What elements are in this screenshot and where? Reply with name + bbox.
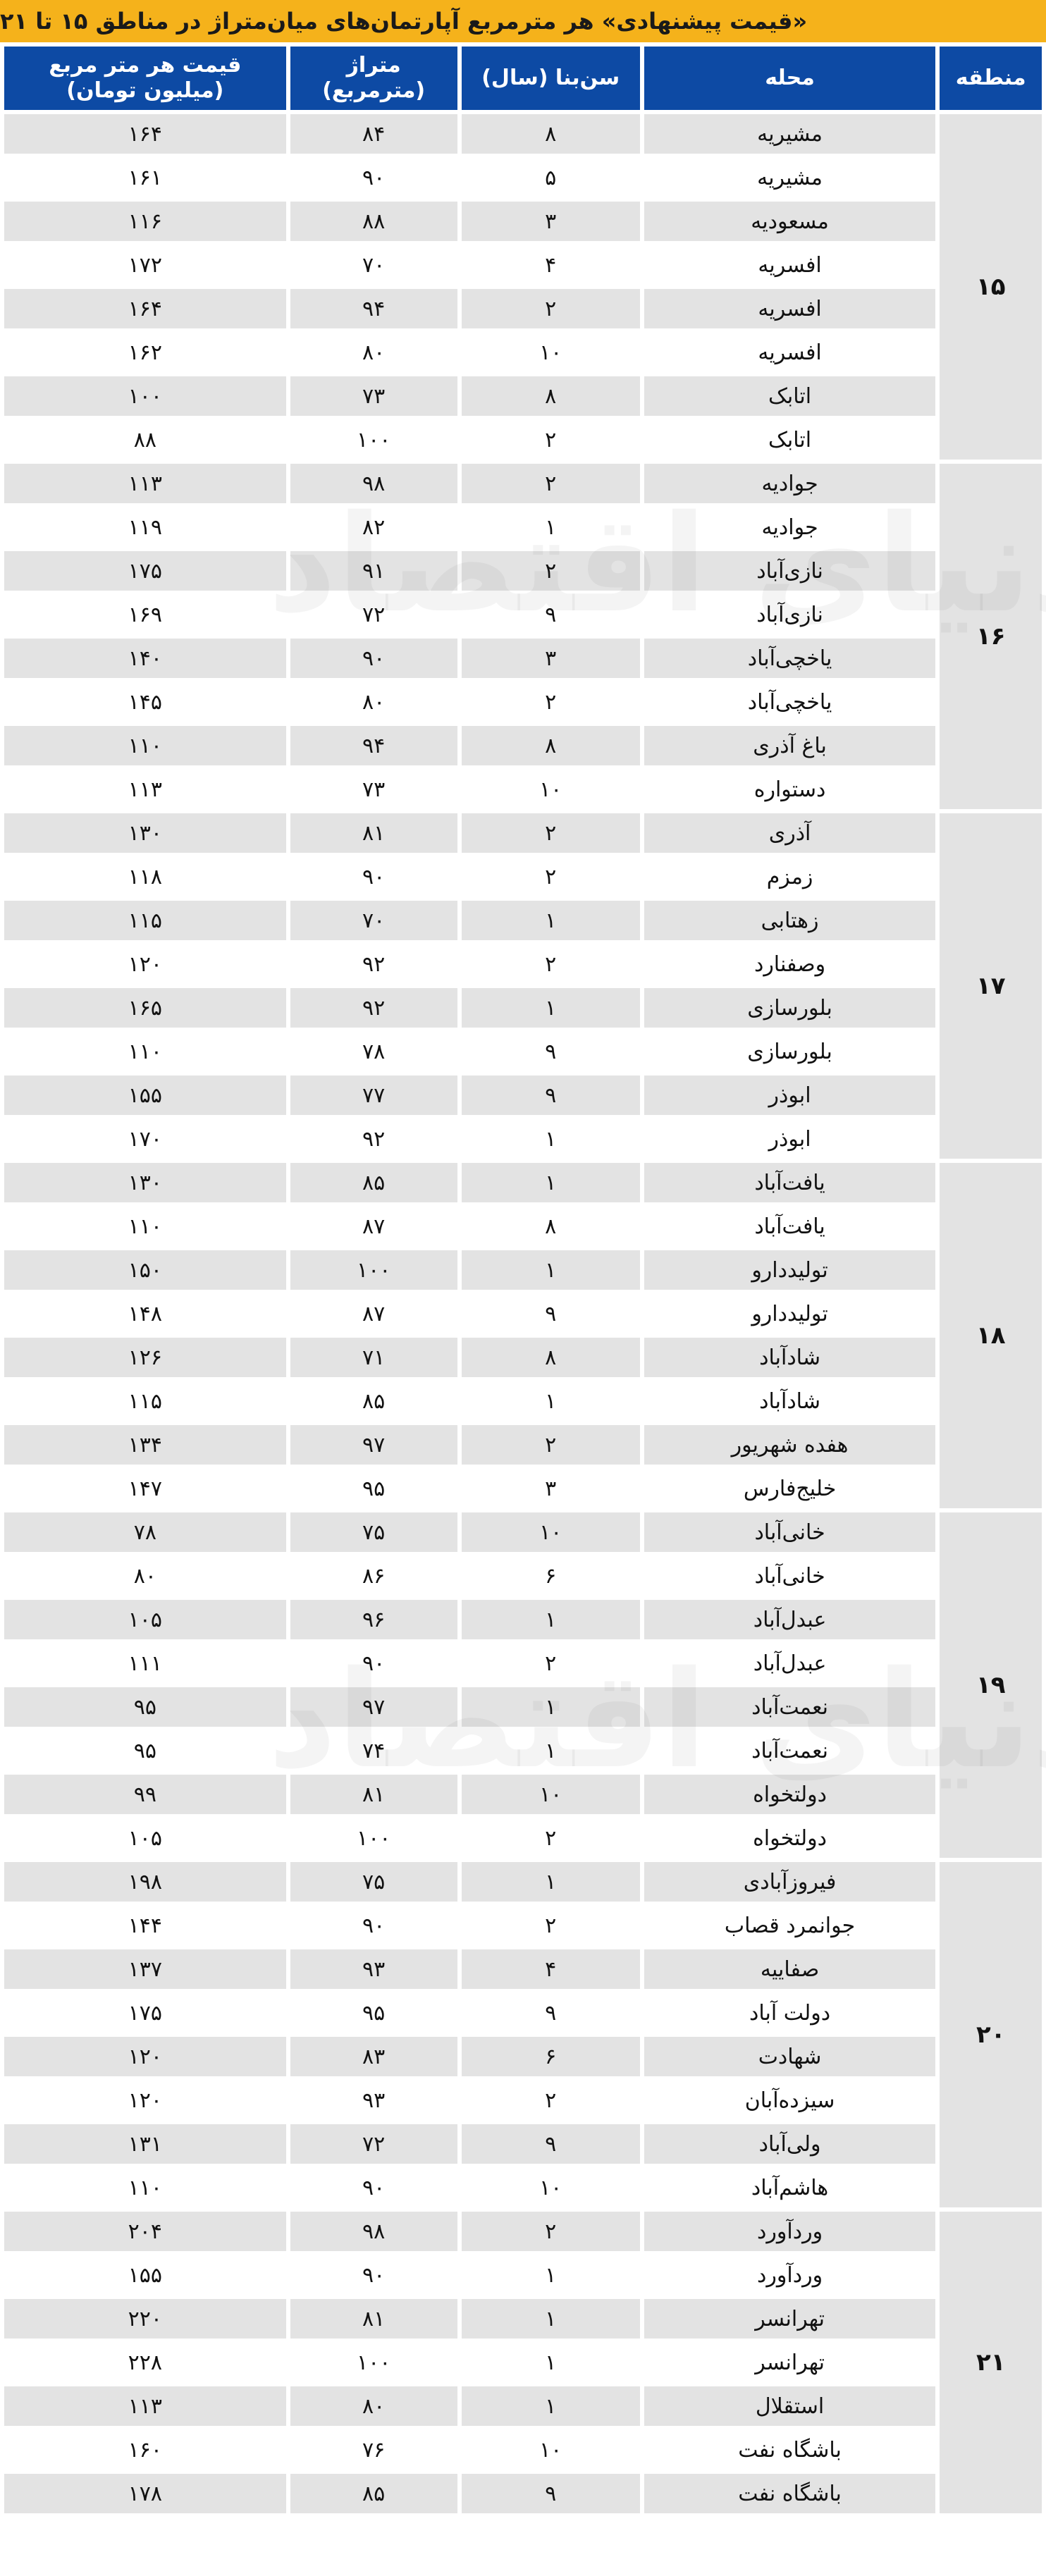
- neighborhood-cell: هاشم‌آباد: [644, 2168, 936, 2207]
- age-cell: ۱۰: [462, 2168, 640, 2207]
- age-cell: ۲: [462, 289, 640, 328]
- neighborhood-cell: سیزده‌آبان: [644, 2081, 936, 2120]
- neighborhood-cell: تولیددارو: [644, 1250, 936, 1290]
- price-cell: ۱۰۵: [4, 1600, 286, 1639]
- area-cell: ۸۱: [290, 813, 457, 853]
- price-table: [0, 42, 1046, 2518]
- age-cell: ۲: [462, 1906, 640, 1945]
- age-cell: ۳: [462, 202, 640, 241]
- age-cell: ۱۰: [462, 1512, 640, 1552]
- area-cell: ۷۶: [290, 2430, 457, 2470]
- neighborhood-cell: خانی‌آباد: [644, 1556, 936, 1596]
- age-cell: ۲: [462, 551, 640, 591]
- price-cell: ۱۵۵: [4, 2255, 286, 2295]
- area-cell: ۸۳: [290, 2037, 457, 2076]
- price-cell: ۱۶۵: [4, 988, 286, 1028]
- price-cell: ۱۶۹: [4, 595, 286, 634]
- area-cell: ۹۴: [290, 726, 457, 765]
- age-cell: ۲: [462, 420, 640, 460]
- age-cell: ۸: [462, 114, 640, 154]
- price-cell: ۱۲۰: [4, 2037, 286, 2076]
- age-cell: ۱: [462, 2343, 640, 2382]
- area-cell: ۷۵: [290, 1862, 457, 1902]
- table-row: [4, 202, 1042, 241]
- price-cell: ۱۱۵: [4, 1381, 286, 1421]
- age-cell: ۹: [462, 1294, 640, 1333]
- table-row: [4, 1644, 1042, 1683]
- neighborhood-cell: عبدل‌آباد: [644, 1644, 936, 1683]
- area-cell: ۸۰: [290, 682, 457, 722]
- price-cell: ۹۵: [4, 1687, 286, 1727]
- area-cell: ۷۳: [290, 770, 457, 809]
- table-row: [4, 2343, 1042, 2382]
- table-row: [4, 770, 1042, 809]
- price-cell: ۸۸: [4, 420, 286, 460]
- neighborhood-cell: وردآورد: [644, 2255, 936, 2295]
- table-row: [4, 1775, 1042, 1814]
- table-row: [4, 2299, 1042, 2338]
- age-cell: ۱: [462, 1119, 640, 1159]
- header-price: قیمت هر متر مربع (میلیون تومان): [4, 47, 286, 110]
- age-cell: ۱: [462, 1600, 640, 1639]
- neighborhood-cell: باشگاه نفت: [644, 2430, 936, 2470]
- table-row: [4, 333, 1042, 372]
- age-cell: ۱: [462, 507, 640, 547]
- table-row: [4, 551, 1042, 591]
- neighborhood-cell: نعمت‌آباد: [644, 1731, 936, 1770]
- neighborhood-cell: دولتخواه: [644, 1775, 936, 1814]
- age-cell: ۱: [462, 1163, 640, 1202]
- price-cell: ۱۳۷: [4, 1949, 286, 1989]
- age-cell: ۲: [462, 1644, 640, 1683]
- age-cell: ۶: [462, 2037, 640, 2076]
- area-cell: ۸۶: [290, 1556, 457, 1596]
- age-cell: ۵: [462, 158, 640, 197]
- area-cell: ۷۲: [290, 595, 457, 634]
- neighborhood-cell: زمزم: [644, 857, 936, 896]
- table-row: [4, 2255, 1042, 2295]
- area-cell: ۷۱: [290, 1338, 457, 1377]
- price-cell: ۱۷۲: [4, 245, 286, 285]
- age-cell: ۲: [462, 2212, 640, 2251]
- price-cell: ۱۷۵: [4, 551, 286, 591]
- district-cell: ۱۵: [940, 114, 1042, 460]
- table-row: [4, 1600, 1042, 1639]
- header-neighborhood: محله: [644, 47, 936, 110]
- table-title: «قیمت پیشنهادی» هر مترمربع آپارتمان‌های میان‌متراژ در مناطق ۱۵ تا ۲۱: [0, 8, 808, 35]
- age-cell: ۱: [462, 988, 640, 1028]
- area-cell: ۷۰: [290, 245, 457, 285]
- area-cell: ۹۷: [290, 1425, 457, 1465]
- area-cell: ۸۰: [290, 2386, 457, 2426]
- area-cell: ۹۶: [290, 1600, 457, 1639]
- price-cell: ۱۱۵: [4, 901, 286, 940]
- price-cell: ۸۰: [4, 1556, 286, 1596]
- table-row: [4, 1818, 1042, 1858]
- price-cell: ۹۹: [4, 1775, 286, 1814]
- table-row: [4, 1207, 1042, 1246]
- area-cell: ۸۱: [290, 2299, 457, 2338]
- area-cell: ۹۴: [290, 289, 457, 328]
- price-cell: ۱۳۰: [4, 1163, 286, 1202]
- neighborhood-cell: هفده شهریور: [644, 1425, 936, 1465]
- age-cell: ۱: [462, 1731, 640, 1770]
- table-row: [4, 1338, 1042, 1377]
- price-cell: ۱۰۵: [4, 1818, 286, 1858]
- header-district: منطقه: [940, 47, 1042, 110]
- neighborhood-cell: باشگاه نفت: [644, 2474, 936, 2513]
- table-row: [4, 1993, 1042, 2033]
- age-cell: ۲: [462, 857, 640, 896]
- price-cell: ۱۳۰: [4, 813, 286, 853]
- age-cell: ۸: [462, 1338, 640, 1377]
- price-cell: ۱۱۳: [4, 2386, 286, 2426]
- neighborhood-cell: اتابک: [644, 420, 936, 460]
- age-cell: ۲: [462, 1818, 640, 1858]
- area-cell: ۹۸: [290, 2212, 457, 2251]
- neighborhood-cell: ابوذر: [644, 1119, 936, 1159]
- price-cell: ۲۲۰: [4, 2299, 286, 2338]
- area-cell: ۸۵: [290, 2474, 457, 2513]
- age-cell: ۹: [462, 1993, 640, 2033]
- table-row: [4, 813, 1042, 853]
- neighborhood-cell: باغ آذری: [644, 726, 936, 765]
- neighborhood-cell: وصفنارد: [644, 944, 936, 984]
- age-cell: ۱: [462, 901, 640, 940]
- neighborhood-cell: مشیریه: [644, 114, 936, 154]
- price-cell: ۱۱۰: [4, 2168, 286, 2207]
- age-cell: ۲: [462, 944, 640, 984]
- table-row: [4, 1731, 1042, 1770]
- area-cell: ۹۷: [290, 1687, 457, 1727]
- table-row: [4, 1250, 1042, 1290]
- age-cell: ۲: [462, 682, 640, 722]
- age-cell: ۸: [462, 376, 640, 416]
- price-cell: ۱۱۸: [4, 857, 286, 896]
- neighborhood-cell: یاخچی‌آباد: [644, 639, 936, 678]
- header-age: سن‌بنا (سال): [462, 47, 640, 110]
- neighborhood-cell: صفاییه: [644, 1949, 936, 1989]
- area-cell: ۹۰: [290, 1644, 457, 1683]
- price-cell: ۱۰۰: [4, 376, 286, 416]
- table-row: [4, 114, 1042, 154]
- price-cell: ۱۷۵: [4, 1993, 286, 2033]
- table-row: [4, 901, 1042, 940]
- neighborhood-cell: تهرانسر: [644, 2299, 936, 2338]
- age-cell: ۱: [462, 1381, 640, 1421]
- age-cell: ۱: [462, 1862, 640, 1902]
- area-cell: ۸۷: [290, 1294, 457, 1333]
- price-cell: ۹۵: [4, 1731, 286, 1770]
- table-row: [4, 2037, 1042, 2076]
- price-cell: ۱۱۰: [4, 1032, 286, 1071]
- price-cell: ۱۱۰: [4, 1207, 286, 1246]
- area-cell: ۹۰: [290, 1906, 457, 1945]
- district-cell: ۱۷: [940, 813, 1042, 1159]
- neighborhood-cell: نعمت‌آباد: [644, 1687, 936, 1727]
- district-cell: ۱۹: [940, 1512, 1042, 1858]
- price-cell: ۱۶۲: [4, 333, 286, 372]
- area-cell: ۹۳: [290, 1949, 457, 1989]
- neighborhood-cell: شادآباد: [644, 1381, 936, 1421]
- neighborhood-cell: افسریه: [644, 245, 936, 285]
- neighborhood-cell: خلیج‌فارس: [644, 1469, 936, 1508]
- age-cell: ۹: [462, 1032, 640, 1071]
- area-cell: ۹۰: [290, 857, 457, 896]
- table-row: [4, 158, 1042, 197]
- price-cell: ۱۱۶: [4, 202, 286, 241]
- table-row: [4, 245, 1042, 285]
- table-row: [4, 1862, 1042, 1902]
- area-cell: ۱۰۰: [290, 420, 457, 460]
- area-cell: ۹۵: [290, 1993, 457, 2033]
- neighborhood-cell: ابوذر: [644, 1076, 936, 1115]
- age-cell: ۱: [462, 1687, 640, 1727]
- neighborhood-cell: دولت آباد: [644, 1993, 936, 2033]
- neighborhood-cell: جوانمرد قصاب: [644, 1906, 936, 1945]
- price-cell: ۱۹۸: [4, 1862, 286, 1902]
- neighborhood-cell: یافت‌آباد: [644, 1207, 936, 1246]
- price-cell: ۱۲۰: [4, 944, 286, 984]
- neighborhood-cell: نازی‌آباد: [644, 551, 936, 591]
- age-cell: ۹: [462, 595, 640, 634]
- price-cell: ۱۴۴: [4, 1906, 286, 1945]
- table-row: [4, 420, 1042, 460]
- neighborhood-cell: شهادت: [644, 2037, 936, 2076]
- table-row: [4, 289, 1042, 328]
- age-cell: ۸: [462, 726, 640, 765]
- neighborhood-cell: نازی‌آباد: [644, 595, 936, 634]
- neighborhood-cell: افسریه: [644, 289, 936, 328]
- area-cell: ۷۸: [290, 1032, 457, 1071]
- area-cell: ۹۰: [290, 639, 457, 678]
- table-row: [4, 1119, 1042, 1159]
- area-cell: ۹۰: [290, 2255, 457, 2295]
- title-bar: [0, 0, 1046, 42]
- area-cell: ۹۱: [290, 551, 457, 591]
- price-cell: ۱۱۳: [4, 770, 286, 809]
- age-cell: ۱: [462, 2255, 640, 2295]
- age-cell: ۱۰: [462, 1775, 640, 1814]
- price-cell: ۱۶۴: [4, 289, 286, 328]
- area-cell: ۸۰: [290, 333, 457, 372]
- price-cell: ۱۲۰: [4, 2081, 286, 2120]
- neighborhood-cell: دستواره: [644, 770, 936, 809]
- age-cell: ۱: [462, 2299, 640, 2338]
- table-row: [4, 2212, 1042, 2251]
- neighborhood-cell: وردآورد: [644, 2212, 936, 2251]
- table-row: [4, 1163, 1042, 1202]
- price-cell: ۱۱۳: [4, 464, 286, 503]
- table-row: [4, 376, 1042, 416]
- table-row: [4, 1076, 1042, 1115]
- area-cell: ۹۲: [290, 944, 457, 984]
- age-cell: ۶: [462, 1556, 640, 1596]
- area-cell: ۷۴: [290, 1731, 457, 1770]
- header-area: متراژ (مترمربع): [290, 47, 457, 110]
- area-cell: ۸۵: [290, 1381, 457, 1421]
- area-cell: ۱۰۰: [290, 2343, 457, 2382]
- price-cell: ۱۵۰: [4, 1250, 286, 1290]
- age-cell: ۱۰: [462, 770, 640, 809]
- neighborhood-cell: عبدل‌آباد: [644, 1600, 936, 1639]
- neighborhood-cell: جوادیه: [644, 507, 936, 547]
- table-row: [4, 1381, 1042, 1421]
- age-cell: ۲: [462, 1425, 640, 1465]
- neighborhood-cell: شادآباد: [644, 1338, 936, 1377]
- table-row: [4, 1294, 1042, 1333]
- price-cell: ۱۱۱: [4, 1644, 286, 1683]
- price-cell: ۱۴۵: [4, 682, 286, 722]
- age-cell: ۳: [462, 639, 640, 678]
- price-cell: ۱۶۴: [4, 114, 286, 154]
- price-cell: ۱۷۸: [4, 2474, 286, 2513]
- neighborhood-cell: ولی‌آباد: [644, 2124, 936, 2164]
- price-cell: ۱۴۷: [4, 1469, 286, 1508]
- area-cell: ۱۰۰: [290, 1250, 457, 1290]
- table-row: [4, 1469, 1042, 1508]
- neighborhood-cell: استقلال: [644, 2386, 936, 2426]
- price-cell: ۱۳۱: [4, 2124, 286, 2164]
- table-row: [4, 944, 1042, 984]
- table-row: [4, 2386, 1042, 2426]
- table-row: [4, 2430, 1042, 2470]
- age-cell: ۸: [462, 1207, 640, 1246]
- area-cell: ۱۰۰: [290, 1818, 457, 1858]
- price-cell: ۲۲۸: [4, 2343, 286, 2382]
- age-cell: ۲: [462, 813, 640, 853]
- neighborhood-cell: آذری: [644, 813, 936, 853]
- price-cell: ۱۶۱: [4, 158, 286, 197]
- neighborhood-cell: بلورسازی: [644, 988, 936, 1028]
- area-cell: ۹۰: [290, 158, 457, 197]
- area-cell: ۸۴: [290, 114, 457, 154]
- price-cell: ۷۸: [4, 1512, 286, 1552]
- table-row: [4, 639, 1042, 678]
- price-cell: ۱۱۰: [4, 726, 286, 765]
- age-cell: ۲: [462, 2081, 640, 2120]
- neighborhood-cell: یاخچی‌آباد: [644, 682, 936, 722]
- table-row: [4, 1949, 1042, 1989]
- neighborhood-cell: یافت‌آباد: [644, 1163, 936, 1202]
- area-cell: ۹۳: [290, 2081, 457, 2120]
- header-row: [4, 47, 1042, 110]
- neighborhood-cell: خانی‌آباد: [644, 1512, 936, 1552]
- area-cell: ۹۵: [290, 1469, 457, 1508]
- price-cell: ۱۷۰: [4, 1119, 286, 1159]
- neighborhood-cell: بلورسازی: [644, 1032, 936, 1071]
- age-cell: ۳: [462, 1469, 640, 1508]
- age-cell: ۲: [462, 464, 640, 503]
- table-row: [4, 2081, 1042, 2120]
- table-row: [4, 1032, 1042, 1071]
- district-cell: ۲۱: [940, 2212, 1042, 2513]
- district-cell: ۱۸: [940, 1163, 1042, 1508]
- table-row: [4, 1556, 1042, 1596]
- table-row: [4, 1687, 1042, 1727]
- area-cell: ۷۳: [290, 376, 457, 416]
- table-row: [4, 2474, 1042, 2513]
- table-row: [4, 857, 1042, 896]
- price-cell: ۱۱۹: [4, 507, 286, 547]
- neighborhood-cell: دولتخواه: [644, 1818, 936, 1858]
- table-row: [4, 2124, 1042, 2164]
- table-row: [4, 1425, 1042, 1465]
- area-cell: ۷۲: [290, 2124, 457, 2164]
- age-cell: ۹: [462, 2474, 640, 2513]
- age-cell: ۹: [462, 1076, 640, 1115]
- neighborhood-cell: تهرانسر: [644, 2343, 936, 2382]
- area-cell: ۷۷: [290, 1076, 457, 1115]
- area-cell: ۸۲: [290, 507, 457, 547]
- price-cell: ۲۰۴: [4, 2212, 286, 2251]
- area-cell: ۸۱: [290, 1775, 457, 1814]
- table-body: [4, 114, 1042, 2513]
- table-row: [4, 988, 1042, 1028]
- age-cell: ۴: [462, 245, 640, 285]
- neighborhood-cell: تولیددارو: [644, 1294, 936, 1333]
- table-row: [4, 726, 1042, 765]
- area-cell: ۹۰: [290, 2168, 457, 2207]
- district-cell: ۱۶: [940, 464, 1042, 809]
- area-cell: ۸۵: [290, 1163, 457, 1202]
- table-row: [4, 2168, 1042, 2207]
- age-cell: ۱۰: [462, 333, 640, 372]
- neighborhood-cell: جوادیه: [644, 464, 936, 503]
- age-cell: ۱۰: [462, 2430, 640, 2470]
- price-cell: ۱۴۸: [4, 1294, 286, 1333]
- age-cell: ۹: [462, 2124, 640, 2164]
- neighborhood-cell: زهتابی: [644, 901, 936, 940]
- neighborhood-cell: مشیریه: [644, 158, 936, 197]
- area-cell: ۹۲: [290, 1119, 457, 1159]
- price-cell: ۱۴۰: [4, 639, 286, 678]
- neighborhood-cell: مسعودیه: [644, 202, 936, 241]
- neighborhood-cell: فیروزآبادی: [644, 1862, 936, 1902]
- price-cell: ۱۵۵: [4, 1076, 286, 1115]
- age-cell: ۱: [462, 1250, 640, 1290]
- age-cell: ۱: [462, 2386, 640, 2426]
- neighborhood-cell: افسریه: [644, 333, 936, 372]
- age-cell: ۴: [462, 1949, 640, 1989]
- area-cell: ۹۲: [290, 988, 457, 1028]
- table-row: [4, 595, 1042, 634]
- area-cell: ۷۵: [290, 1512, 457, 1552]
- price-cell: ۱۶۰: [4, 2430, 286, 2470]
- price-cell: ۱۲۶: [4, 1338, 286, 1377]
- price-cell: ۱۳۴: [4, 1425, 286, 1465]
- table-row: [4, 1906, 1042, 1945]
- area-cell: ۸۸: [290, 202, 457, 241]
- district-cell: ۲۰: [940, 1862, 1042, 2207]
- table-row: [4, 507, 1042, 547]
- area-cell: ۸۷: [290, 1207, 457, 1246]
- neighborhood-cell: اتابک: [644, 376, 936, 416]
- table-row: [4, 464, 1042, 503]
- table-row: [4, 1512, 1042, 1552]
- area-cell: ۹۸: [290, 464, 457, 503]
- area-cell: ۷۰: [290, 901, 457, 940]
- table-row: [4, 682, 1042, 722]
